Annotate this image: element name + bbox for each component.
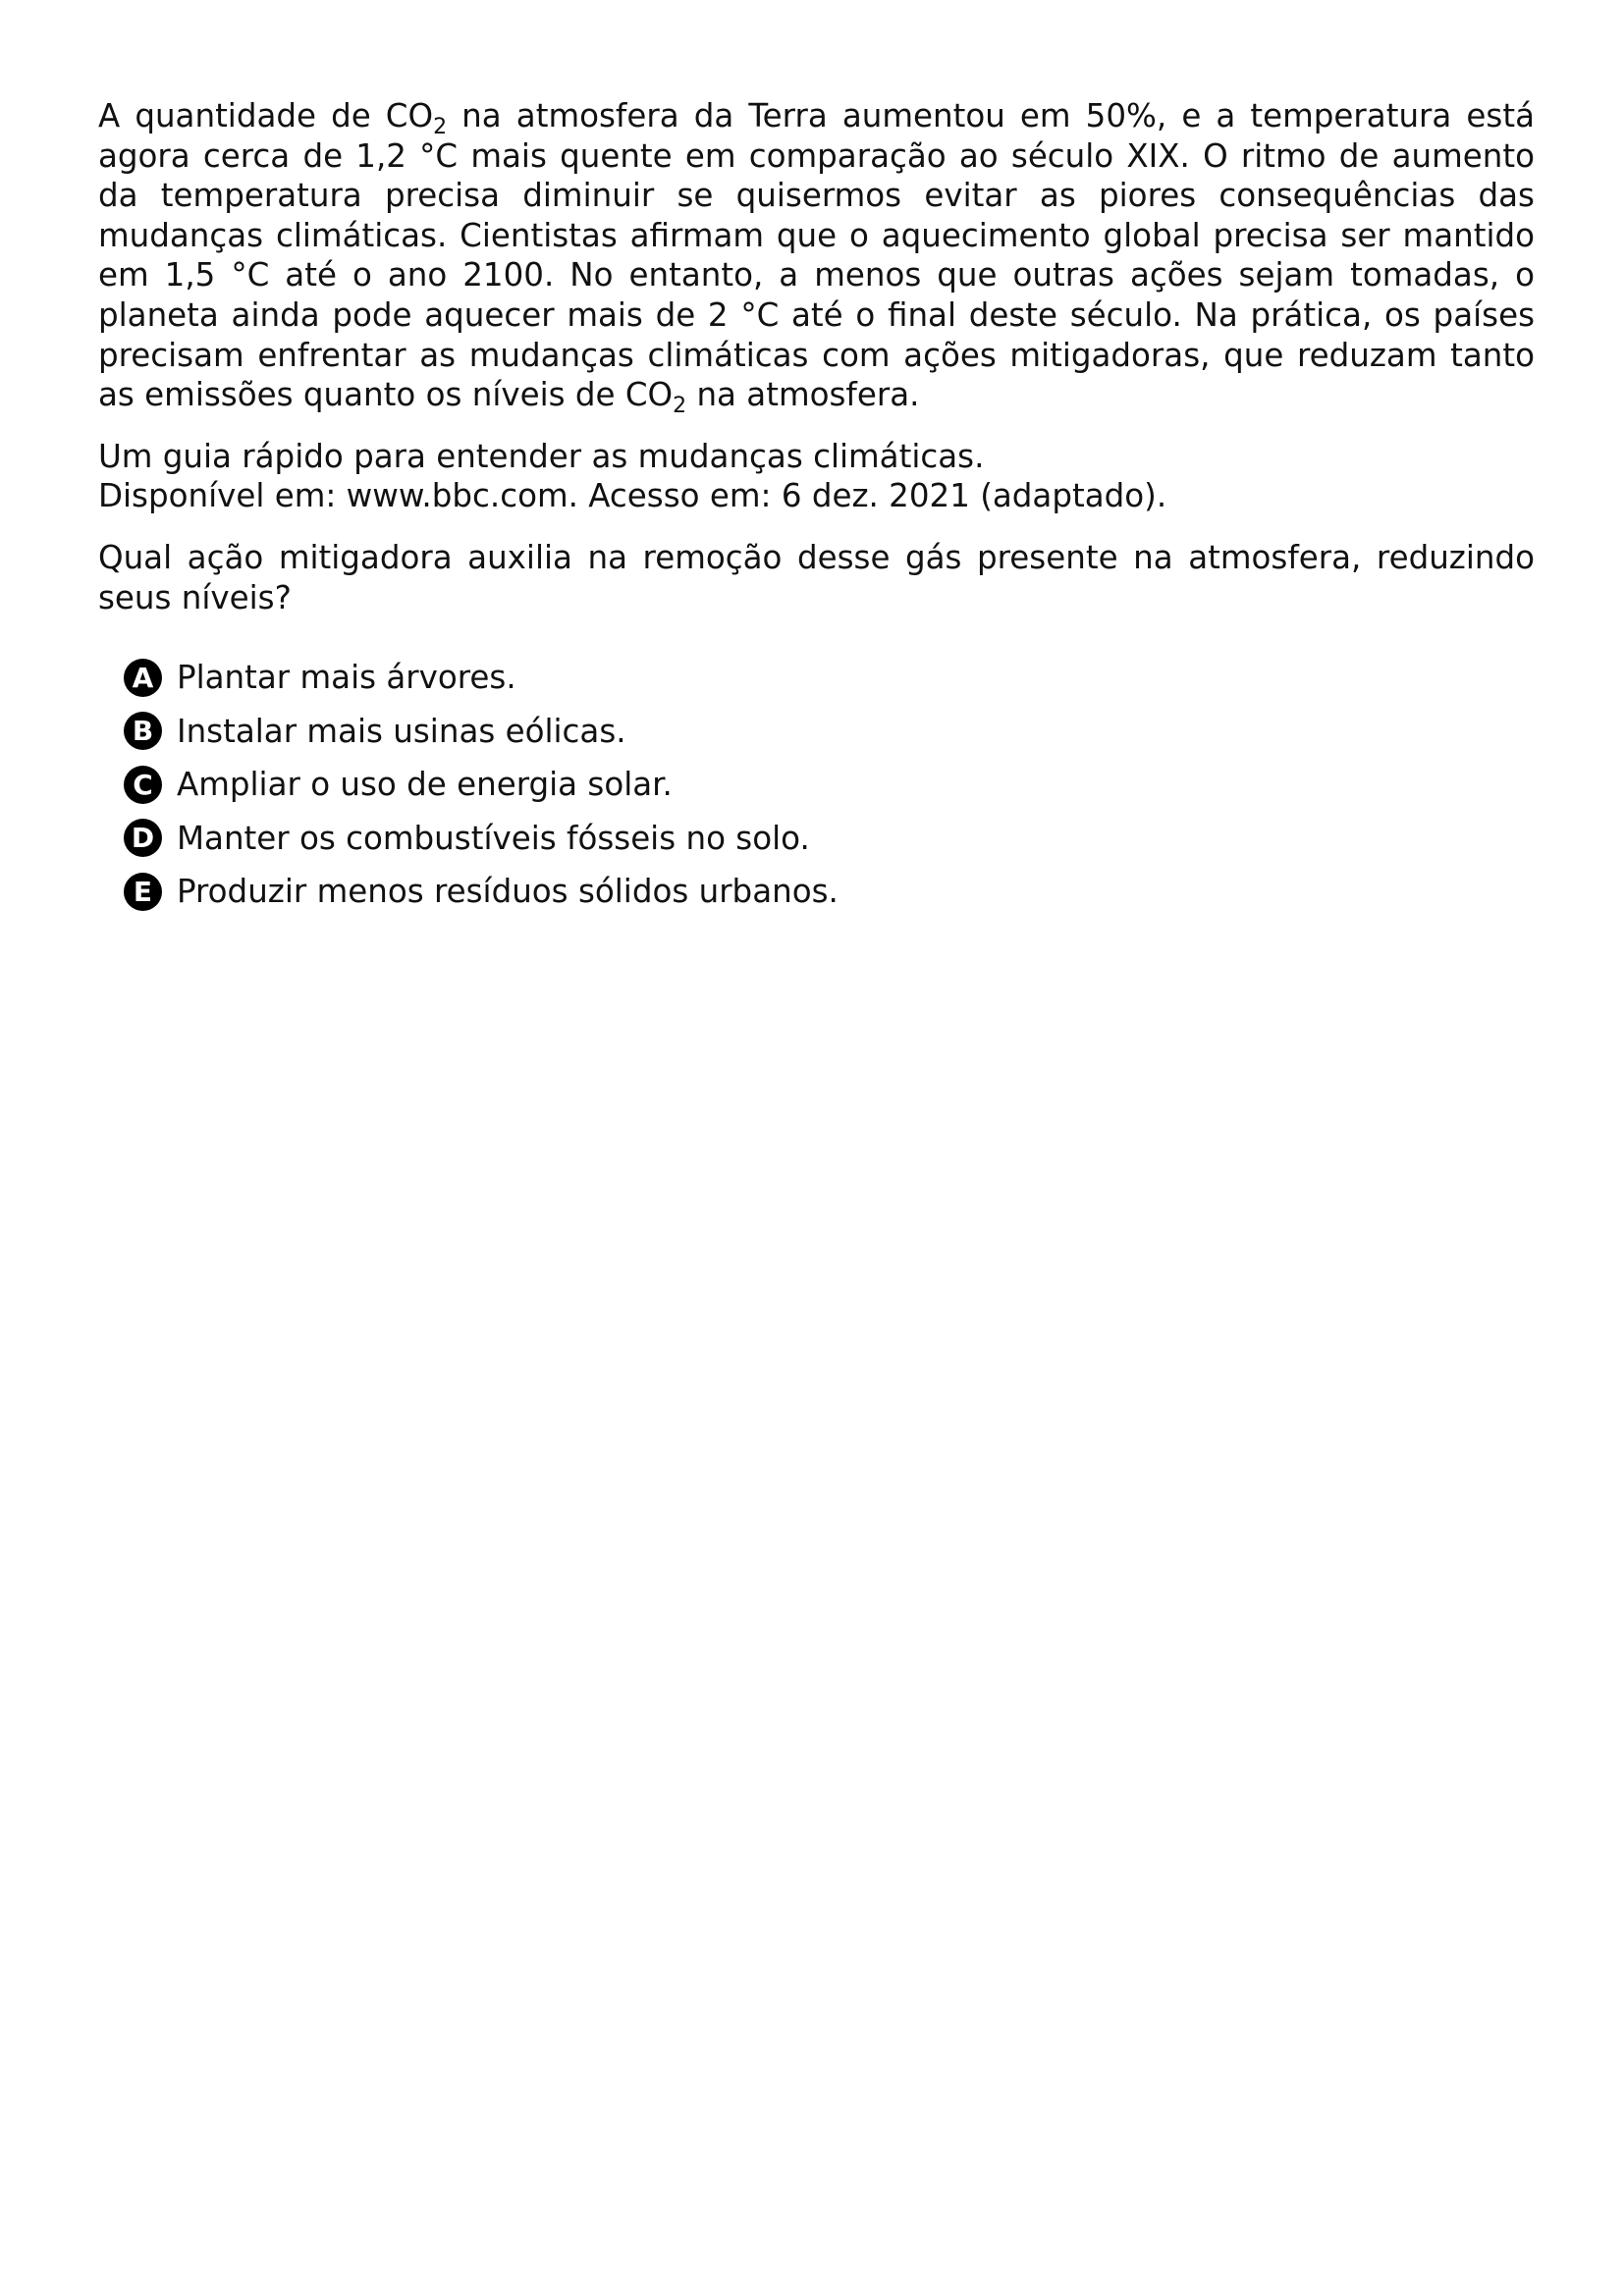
passage-text	[98, 96, 1535, 419]
option-e[interactable]	[124, 865, 1535, 919]
passage-part-1: A quantidade de CO	[98, 97, 434, 134]
passage-part-3: na atmosfera.	[686, 376, 920, 414]
subscript-2: 2	[673, 394, 687, 419]
option-c[interactable]	[124, 758, 1535, 812]
answer-options	[98, 651, 1535, 919]
passage-part-2: na atmosfera da Terra aumentou em 50%, e a temperatura está agora cerca de 1,2 °C mais quente em comparação ao século XIX. O ritmo de aumento da temperatura precisa diminuir se quisermos evitar as piores consequências das mudanças climáticas. Cientistas afirmam que o aquecimento global precisa ser mantido em 1,5 °C até o ano 2100. No entanto, a menos que outras ações sejam tomadas, o planeta ainda pode aquecer mais de 2 °C até o final deste século. Na prática, os países precisam enfrentar as mudanças climáticas com ações mitigadoras, que reduzam tanto as emissões quanto os níveis de CO	[98, 97, 1535, 414]
source-availability: Disponível em: www.bbc.com. Acesso em: 6 dez. 2021 (adaptado).	[98, 477, 1167, 515]
option-letter-badge: E	[124, 873, 162, 911]
option-letter-badge: B	[124, 712, 162, 750]
option-text: Instalar mais usinas eólicas.	[177, 712, 626, 750]
subscript-2: 2	[433, 115, 448, 139]
source-citation	[98, 437, 1535, 516]
option-d[interactable]	[124, 812, 1535, 866]
option-letter-badge: C	[124, 766, 162, 804]
option-a[interactable]	[124, 651, 1535, 705]
question-page	[98, 96, 1535, 919]
option-letter-badge: D	[124, 819, 162, 857]
source-title: Um guia rápido para entender as mudanças climáticas.	[98, 437, 985, 475]
option-text: Manter os combustíveis fósseis no solo.	[177, 819, 810, 857]
question-prompt: Qual ação mitigadora auxilia na remoção desse gás presente na atmosfera, reduzindo seus níveis?	[98, 538, 1535, 616]
option-letter-badge: A	[124, 659, 162, 697]
option-text: Ampliar o uso de energia solar.	[177, 766, 673, 804]
option-text: Produzir menos resíduos sólidos urbanos.	[177, 873, 839, 911]
option-text: Plantar mais árvores.	[177, 659, 516, 697]
option-b[interactable]	[124, 705, 1535, 759]
